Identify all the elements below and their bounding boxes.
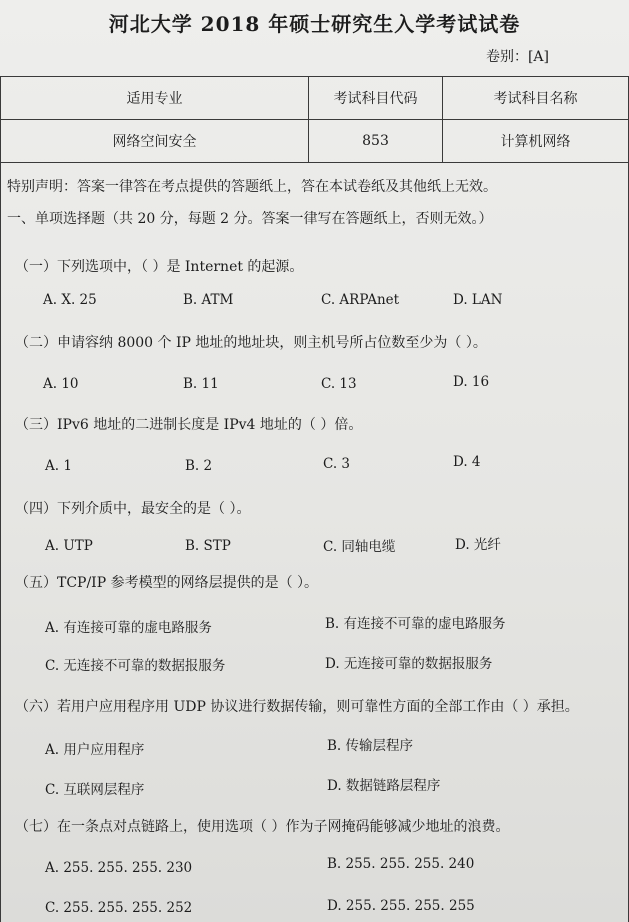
question-5-option-c: C. 无连接不可靠的数据报服务 [45,658,226,674]
info-value-major: 网络空间安全 [1,120,309,163]
question-7-stem: （七）在一条点对点链路上，使用选项（ ）作为子网掩码能够减少地址的浪费。 [15,819,510,835]
info-header-row [1,77,629,120]
question-2-option-d: D. 16 [453,374,490,390]
info-value-code: 853 [309,120,443,163]
question-4-option-d: D. 光纤 [455,537,501,553]
question-4-option-c: C. 同轴电缆 [323,539,396,555]
question-6-option-a: A. 用户应用程序 [45,742,145,758]
info-header-major: 适用专业 [1,77,309,120]
question-3-option-b: B. 2 [185,458,213,474]
question-3-stem: （三）IPv6 地址的二进制长度是 IPv4 地址的（ ）倍。 [15,417,363,433]
question-2-option-a: A. 10 [43,376,79,392]
notice-text: 特别声明：答案一律答在考点提供的答题纸上，答在本试卷纸及其他纸上无效。 [7,179,497,195]
question-7-option-a: A. 255. 255. 255. 230 [45,860,193,876]
question-1-option-b: B. ATM [183,292,234,308]
question-3-option-c: C. 3 [323,456,351,472]
question-5-option-a: A. 有连接可靠的虚电路服务 [45,620,212,636]
info-value-subject: 计算机网络 [443,120,629,163]
question-1-option-d: D. LAN [453,292,503,308]
info-header-subject: 考试科目名称 [443,77,629,120]
question-1-option-c: C. ARPAnet [321,292,400,308]
question-7-option-b: B. 255. 255. 255. 240 [327,856,475,872]
question-4-option-b: B. STP [185,538,231,554]
question-2-option-b: B. 11 [183,376,219,392]
question-6-option-d: D. 数据链路层程序 [327,778,441,794]
info-value-row [1,120,629,163]
question-5-option-d: D. 无连接可靠的数据报服务 [325,656,493,672]
question-3-option-d: D. 4 [453,454,481,470]
exam-title: 河北大学 2018 年硕士研究生入学考试试卷 [108,12,521,36]
question-7-option-d: D. 255. 255. 255. 255 [327,898,475,914]
question-2-stem: （二）申请容纳 8000 个 IP 地址的地址块，则主机号所占位数至少为（ ）。 [15,335,487,351]
question-5-option-b: B. 有连接不可靠的虚电路服务 [325,616,506,632]
question-6-stem: （六）若用户应用程序用 UDP 协议进行数据传输，则可靠性方面的全部工作由（ ）承担。 [15,699,579,715]
question-7-option-c: C. 255. 255. 255. 252 [45,900,193,916]
question-3-option-a: A. 1 [45,458,72,474]
question-1-option-a: A. X. 25 [43,292,97,308]
exam-info-table [0,76,629,163]
info-header-code: 考试科目代码 [309,77,443,120]
question-1-stem: （一）下列选项中，（ ）是 Internet 的起源。 [15,259,304,275]
paper-version-label: 卷别：[A] [485,49,549,65]
question-6-option-c: C. 互联网层程序 [45,782,145,798]
question-2-option-c: C. 13 [321,376,357,392]
question-4-option-a: A. UTP [45,538,93,554]
exam-content [0,158,629,922]
question-5-stem: （五）TCP/IP 参考模型的网络层提供的是（ ）。 [15,575,319,591]
question-6-option-b: B. 传输层程序 [327,738,414,754]
section-title: 一、单项选择题（共 20 分，每题 2 分。答案一律写在答题纸上，否则无效。） [7,211,493,227]
question-4-stem: （四）下列介质中，最安全的是（ ）。 [15,501,251,517]
